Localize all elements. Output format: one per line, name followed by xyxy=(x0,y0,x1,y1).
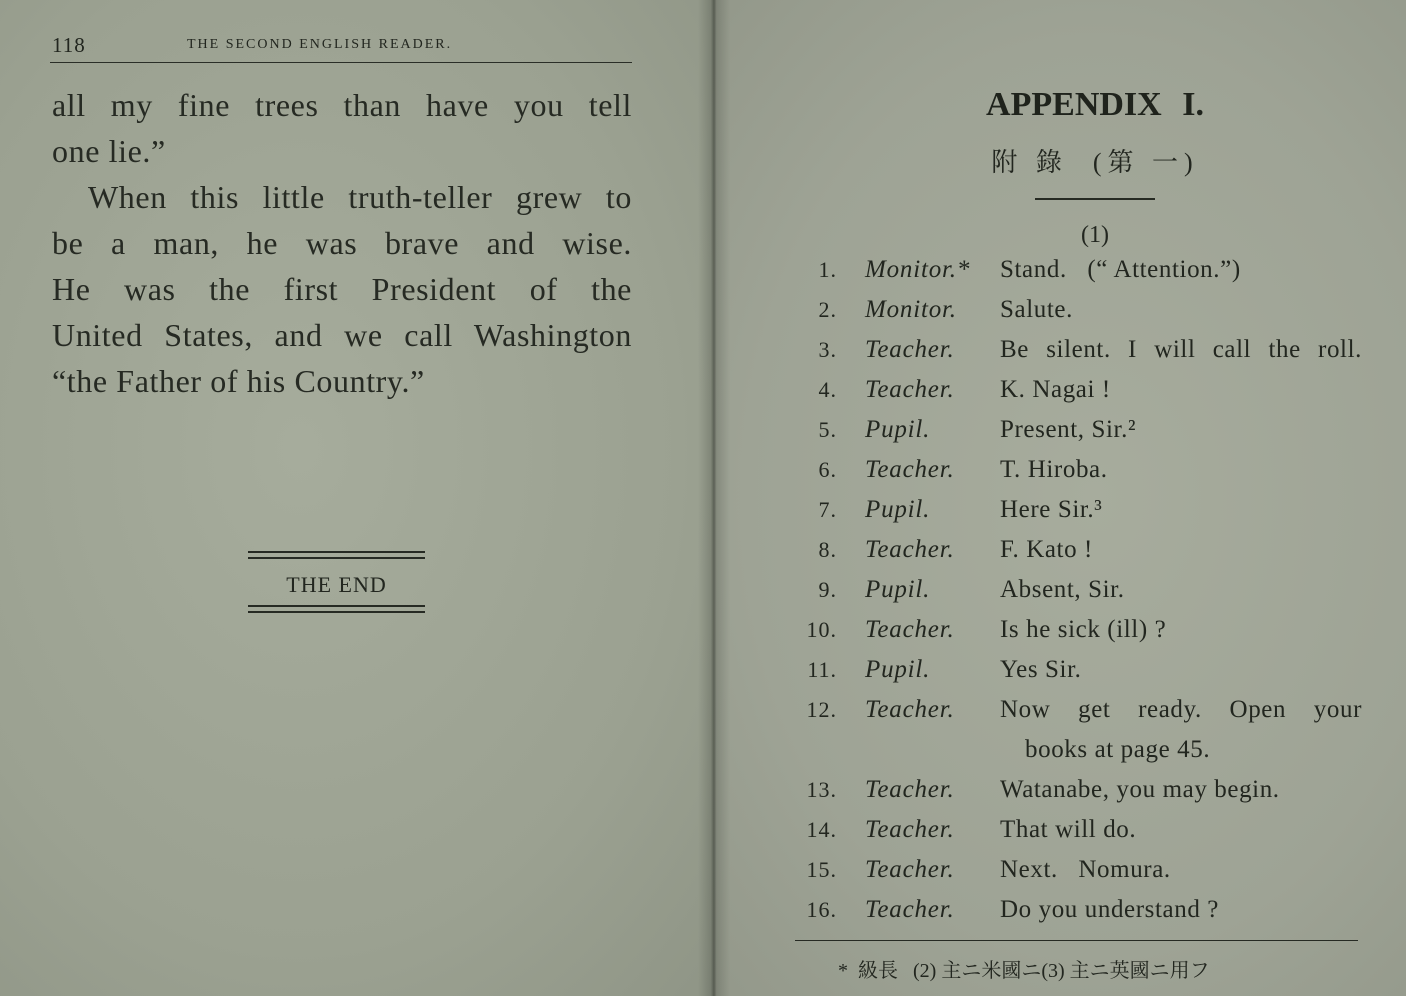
text-line: one lie.” xyxy=(52,133,166,169)
speaker-role: Pupil. xyxy=(865,656,931,683)
dialogue-text-block xyxy=(1000,610,1362,650)
dialogue-text-block xyxy=(1000,370,1362,410)
dialogue-list xyxy=(797,250,1367,930)
dialogue-row xyxy=(797,250,1367,290)
dialogue-row xyxy=(797,570,1367,610)
line-number: 13. xyxy=(806,777,837,802)
speaker-role: Pupil. xyxy=(865,576,931,603)
dialogue-row xyxy=(797,890,1367,930)
dialogue-row xyxy=(797,530,1367,570)
dialogue-text-block xyxy=(1000,890,1362,930)
speaker-role: Teacher. xyxy=(865,776,955,803)
dialogue-text-block xyxy=(1000,570,1362,610)
line-number: 15. xyxy=(806,857,837,882)
dialogue-row xyxy=(797,770,1367,810)
dialogue-text: Be silent. I will call the roll. xyxy=(1000,336,1362,363)
dialogue-text: F. Kato ! xyxy=(1000,536,1093,563)
dialogue-row xyxy=(797,810,1367,850)
line-number: 2. xyxy=(818,297,837,322)
line-number: 7. xyxy=(818,497,837,522)
dialogue-text-block xyxy=(1000,330,1362,370)
dialogue-row xyxy=(797,290,1367,330)
dialogue-row xyxy=(797,450,1367,490)
dialogue-text-block xyxy=(1000,850,1362,890)
speaker-role: Monitor.* xyxy=(865,256,971,283)
speaker-role: Pupil. xyxy=(865,416,931,443)
dialogue-text: Present, Sir.² xyxy=(1000,416,1137,443)
speaker-role: Teacher. xyxy=(865,896,955,923)
appendix-title: APPENDIX I. xyxy=(986,86,1204,123)
header-rule xyxy=(50,62,632,63)
dialogue-row xyxy=(797,690,1367,770)
right-page xyxy=(714,0,1406,996)
line-number: 3. xyxy=(818,337,837,362)
top-double-rule xyxy=(248,551,425,559)
dialogue-text-block xyxy=(1000,810,1362,850)
line-number: 11. xyxy=(807,657,837,682)
the-end-ornament xyxy=(248,551,425,613)
dialogue-text: Next. Nomura. xyxy=(1000,856,1171,883)
dialogue-text: Do you understand ? xyxy=(1000,896,1219,923)
dialogue-text: Yes Sir. xyxy=(1000,656,1082,683)
footnote: * 級長 (2) 主ニ米國ニ(3) 主ニ英國ニ用フ xyxy=(838,960,1210,982)
appendix-subtitle: 附 錄 (第 一) xyxy=(991,148,1199,177)
line-number: 1. xyxy=(818,257,837,282)
dialogue-row xyxy=(797,370,1367,410)
dialogue-text: T. Hiroba. xyxy=(1000,456,1108,483)
dialogue-text: Stand. (“ Attention.”) xyxy=(1000,256,1241,283)
dialogue-text: K. Nagai ! xyxy=(1000,376,1111,403)
page-number: 118 xyxy=(52,33,86,57)
speaker-role: Teacher. xyxy=(865,856,955,883)
dialogue-row xyxy=(797,850,1367,890)
body-text xyxy=(52,82,632,404)
dialogue-text-block xyxy=(1000,410,1362,450)
dialogue-text-block xyxy=(1000,290,1362,330)
line-number: 5. xyxy=(818,417,837,442)
dialogue-row xyxy=(797,330,1367,370)
dialogue-text-block xyxy=(1000,450,1362,490)
text-line: be a man, he was brave and wise. xyxy=(52,225,632,261)
the-end-label: THE END xyxy=(286,572,387,597)
dialogue-text: That will do. xyxy=(1000,816,1137,843)
dialogue-text-block xyxy=(1000,530,1362,570)
dialogue-text-block xyxy=(1000,690,1362,770)
dialogue-text: Is he sick (ill) ? xyxy=(1000,616,1167,643)
dialogue-row xyxy=(797,410,1367,450)
dialogue-text: Absent, Sir. xyxy=(1000,576,1125,603)
speaker-role: Teacher. xyxy=(865,456,955,483)
speaker-role: Teacher. xyxy=(865,536,955,563)
speaker-role: Monitor. xyxy=(865,296,957,323)
line-number: 4. xyxy=(818,377,837,402)
line-number: 6. xyxy=(818,457,837,482)
title-rule xyxy=(1035,198,1155,200)
text-line: United States, and we call Washington xyxy=(52,317,632,353)
dialogue-text-block xyxy=(1000,490,1362,530)
speaker-role: Teacher. xyxy=(865,616,955,643)
line-number: 8. xyxy=(818,537,837,562)
dialogue-row xyxy=(797,610,1367,650)
dialogue-continuation: books at page 45. xyxy=(1025,736,1211,763)
text-line: He was the first President of the xyxy=(52,271,632,307)
text-line: When this little truth-teller grew to xyxy=(88,179,632,215)
dialogue-text-block xyxy=(1000,650,1362,690)
section-number: (1) xyxy=(1081,222,1109,248)
dialogue-text: Now get ready. Open your xyxy=(1000,696,1362,723)
speaker-role: Teacher. xyxy=(865,336,955,363)
speaker-role: Teacher. xyxy=(865,816,955,843)
dialogue-text: Watanabe, you may begin. xyxy=(1000,776,1280,803)
speaker-role: Pupil. xyxy=(865,496,931,523)
dialogue-text: Here Sir.³ xyxy=(1000,496,1103,523)
line-number: 10. xyxy=(806,617,837,642)
text-line: all my fine trees than have you tell xyxy=(52,87,632,123)
line-number: 12. xyxy=(806,697,837,722)
dialogue-text-block xyxy=(1000,770,1362,810)
speaker-role: Teacher. xyxy=(865,696,955,723)
speaker-role: Teacher. xyxy=(865,376,955,403)
footnote-rule xyxy=(795,940,1358,941)
dialogue-text: Salute. xyxy=(1000,296,1073,323)
text-line: “the Father of his Country.” xyxy=(52,363,425,399)
line-number: 14. xyxy=(806,817,837,842)
bottom-double-rule xyxy=(248,605,425,613)
running-head: THE SECOND ENGLISH READER. xyxy=(187,37,453,52)
line-number: 9. xyxy=(818,577,837,602)
dialogue-text-block xyxy=(1000,250,1362,290)
line-number: 16. xyxy=(806,897,837,922)
dialogue-row xyxy=(797,490,1367,530)
dialogue-row xyxy=(797,650,1367,690)
